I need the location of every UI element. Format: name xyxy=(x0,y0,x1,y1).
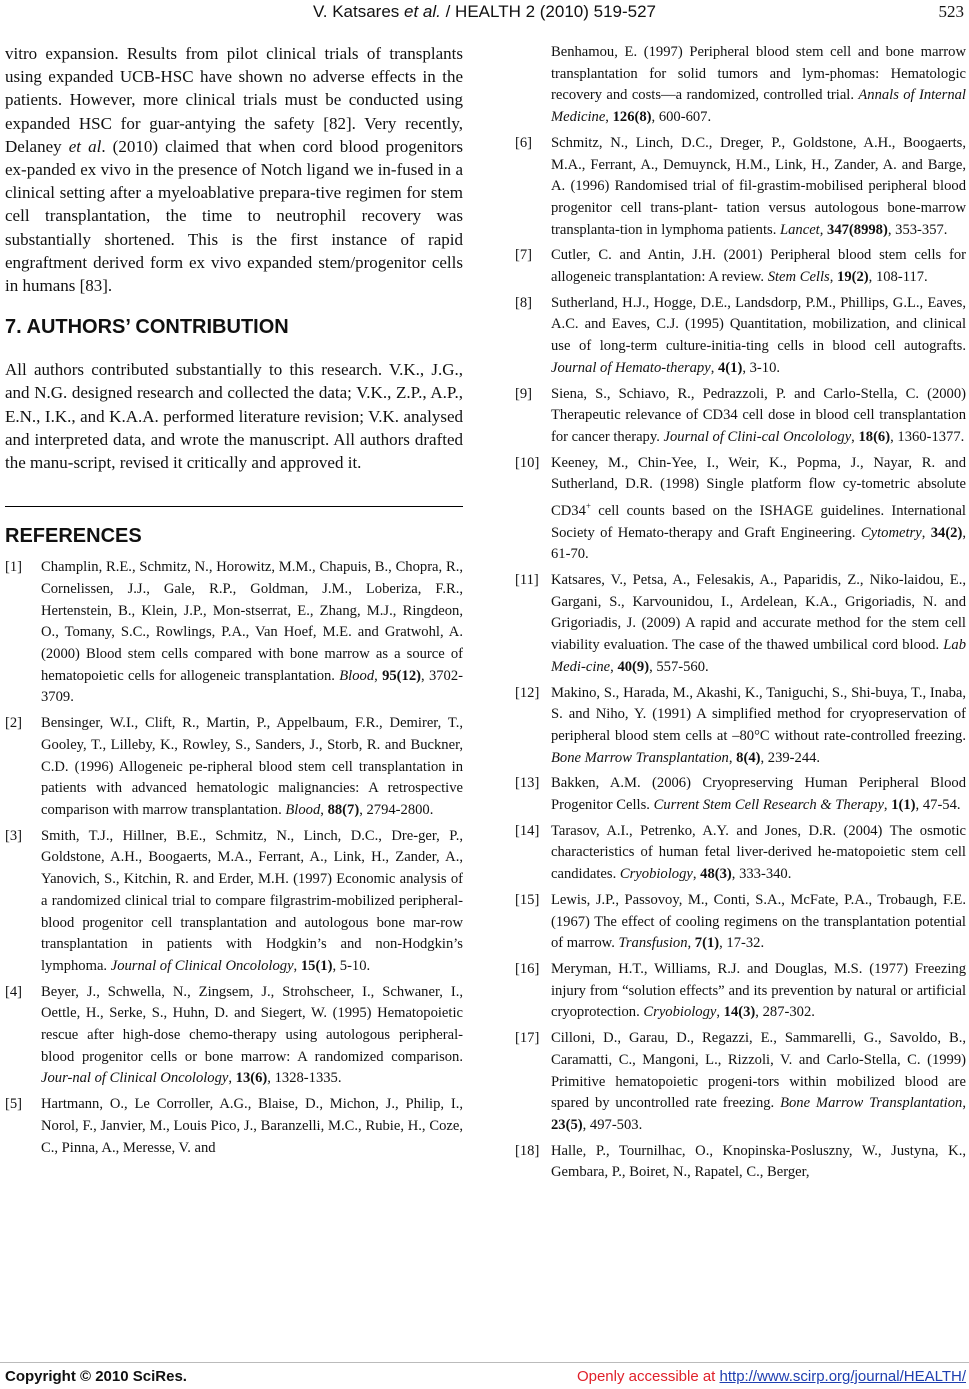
reference-item xyxy=(5,982,463,1091)
volume-issue: 40(9) xyxy=(617,658,650,675)
right-column xyxy=(515,42,966,1188)
journal-name: Cytometry xyxy=(860,524,922,541)
text-run: Cutler, C. and Antin, J.H. (2001) Peripheral blood stem cells for allogeneic transplantation: A review. xyxy=(551,247,966,286)
text-run: , 17-32. xyxy=(719,935,765,952)
text-run: Hartmann, O., Le Corroller, A.G., Blaise, D., Michon, J., Philip, I., Norol, F., Janvier, M., Louis Pico, J., Baranzelli, M.C., Rubie, H., Coze, C., Pinna, A., Meresse, V. and xyxy=(41,1096,463,1156)
text-run: , 600-607. xyxy=(651,109,712,126)
reference-text xyxy=(551,245,966,288)
journal-name: Blood xyxy=(285,801,321,818)
reference-text xyxy=(551,1028,966,1137)
journal-name: Bone Marrow Transplantation xyxy=(551,749,729,766)
text-run: , xyxy=(728,749,737,766)
text-run: , xyxy=(320,801,328,818)
text-run: Meryman, H.T., Williams, R.J. and Douglas, M.S. (1977) Freezing injury from “solution effects” and its prevention by natural or artificial cryoprotection. xyxy=(551,960,966,1021)
volume-issue: 1(1) xyxy=(891,797,916,814)
journal-name: Transfusion xyxy=(618,935,688,952)
copyright: Copyright © 2010 SciRes. xyxy=(5,1368,187,1385)
volume-issue: 19(2) xyxy=(837,269,869,286)
journal-name: Annals of Internal Medicine xyxy=(551,87,966,126)
text-run: , 3-10. xyxy=(742,359,781,376)
reference-number: [9] xyxy=(515,385,533,402)
volume-issue: 7(1) xyxy=(694,935,720,952)
text-run: , xyxy=(851,428,859,445)
reference-item xyxy=(515,890,966,955)
text-run: , xyxy=(692,866,701,883)
text-run: , 5-10. xyxy=(332,957,371,974)
reference-number: [6] xyxy=(515,134,533,151)
references-list-right xyxy=(515,42,966,1184)
text-run: , 239-244. xyxy=(760,749,821,766)
reference-number: [7] xyxy=(515,247,533,264)
references-heading: REFERENCES xyxy=(5,525,142,548)
text-run: cell counts based on the ISHAGE guidelines. International Society of Hemato-therapy and Graft Engineering. xyxy=(551,502,966,541)
text-run: vitro expansion. Results from pilot clinical trials of transplants using expanded UCB-HSC have shown no adverse effects in the patients. However, more clinical trials must be conducted using expanded HSC for guar-antying the safety [82]. Very recently, Delaney xyxy=(5,44,463,156)
text-run: Bakken, A.M. (2006) Cryopreserving Human Peripheral Blood Progenitor Cells. xyxy=(551,775,966,814)
reference-text xyxy=(41,982,463,1091)
reference-number: [8] xyxy=(515,294,533,311)
journal-name: Current Stem Cell Research & Therapy xyxy=(653,797,884,814)
reference-item xyxy=(515,773,966,816)
volume-issue: 15(1) xyxy=(300,957,333,974)
journal-link[interactable]: http://www.scirp.org/journal/HEALTH/ xyxy=(719,1368,966,1385)
reference-number: [12] xyxy=(515,684,540,701)
reference-text xyxy=(551,821,966,886)
open-access-label: Openly accessible at xyxy=(576,1368,720,1385)
journal-name: Stem Cells xyxy=(767,269,830,286)
reference-number: [2] xyxy=(5,715,23,732)
text-run: Cilloni, D., Garau, D., Regazzi, E., Sammarelli, G., Savoldo, B., Caramatti, C., Mangoni, L., Rizzoli, V. and Carlo-Stella, C. (1999) Primitive hematopoietic progeni-tors within mobilized blood are spared by uncontrolled rate freezing. xyxy=(551,1030,966,1112)
volume-issue: 13(6) xyxy=(235,1070,268,1087)
reference-number: [16] xyxy=(515,960,540,977)
reference-text xyxy=(551,293,966,380)
reference-item xyxy=(515,1141,966,1184)
volume-issue: 88(7) xyxy=(327,801,360,818)
reference-number: [13] xyxy=(515,775,540,792)
reference-number: [3] xyxy=(5,827,23,844)
text-run: Sutherland, H.J., Hogge, D.E., Landsdorp, P.M., Phillips, G.L., Eaves, A.C. and Eaves, C.J. (1995) Quantitation, mobilization, and clinical use of long-term culture-initia-ting cells in blood cell autografts. xyxy=(551,294,966,355)
text-run: , xyxy=(687,935,695,952)
reference-number: [15] xyxy=(515,891,540,908)
reference-number: [14] xyxy=(515,822,540,839)
text-run: , 497-503. xyxy=(582,1116,643,1133)
reference-number xyxy=(515,42,551,129)
text-run: , 287-302. xyxy=(755,1004,815,1021)
reference-text xyxy=(41,713,463,822)
text-run: , xyxy=(374,667,383,684)
reference-item xyxy=(5,557,463,709)
text-run: Smith, T.J., Hillner, B.E., Schmitz, N., Linch, D.C., Dre-ger, P., Goldstone, A.H., Boogaerts, M.A., Ferrant, A., Link, H., Zander, A., Yanovich, S., Kitchin, R. and Erder, M.H. (1997) Economic analysis of a randomized clinical trial to compare filgrastrim-mobilized peripheral-blood progenitor cell transplantation and autologous bone mar-row transplantation in patients with Hodgkin’s and non-Hodgkin’s lymphoma. xyxy=(41,827,463,974)
journal-name: Cryobiology xyxy=(643,1004,717,1021)
journal-name: Jour-nal of Clinical Oncolology xyxy=(41,1070,229,1087)
text-run: , 333-340. xyxy=(731,866,792,883)
reference-number: [5] xyxy=(5,1096,23,1113)
reference-text xyxy=(551,133,966,242)
reference-text xyxy=(551,890,966,955)
text-run: Lewis, J.P., Passovoy, M., Conti, S.A., McFate, P.A., Trobaugh, F.E. (1967) The effect of cooling regimens on the transplantation potential of marrow. xyxy=(551,891,966,952)
reference-number: [18] xyxy=(515,1142,540,1159)
text-run: + xyxy=(585,501,591,512)
volume-issue: 23(5) xyxy=(551,1116,583,1133)
text-run: , xyxy=(716,1004,724,1021)
text-run: . (2010) claimed that when cord blood progenitors ex-panded ex vivo in the presence of Notch ligand we in-fused in a clinical setting after a myeloablative prepara-tive regimen for stem cell transplantation, the time to neutrophil recovery was substantially shortened. This is the first instance of rapid engraftment derived form ex vivo expanded stem/progenitor cells in humans [83]. xyxy=(5,136,463,296)
reference-number: [1] xyxy=(5,559,23,576)
reference-item xyxy=(515,1028,966,1137)
running-title xyxy=(0,2,969,22)
text-run: , xyxy=(883,797,892,814)
text-run: , 1360-1377. xyxy=(890,428,965,445)
reference-item xyxy=(515,293,966,380)
reference-text xyxy=(551,42,966,129)
text-run: Schmitz, N., Linch, D.C., Dreger, P., Goldstone, A.H., Boogaerts, M.A., Ferrant, A., Demuynck, H.M., Link, H., Zander, A. and Barge, A. (1996) Randomised trial of fil-grastim-mobilised peripheral blood progenitor cell trans-plant- tation versus autologous bone-marrow transplanta-tion in lymphoma patients. xyxy=(551,134,966,238)
contribution-heading: 7. AUTHORS’ CONTRIBUTION xyxy=(5,316,289,339)
text-run: , xyxy=(610,658,618,675)
text-run: Benhamou, E. (1997) Peripheral blood stem cell and bone marrow transplantation for solid tumors and lym-phomas: Hematologic recovery and costs—a randomized, controlled trial. xyxy=(551,44,966,104)
contribution-text: All authors contributed substantially to this research. V.K., J.G., and N.G. designed research and collected the data; V.K., Z.P., A.P., E.N., I.K., and K.A.A. performed literature revision; V.K. analysed and interpreted data, and wrote the manuscript. All authors drafted the manu-script, revised it critically and approved it. xyxy=(5,360,463,473)
volume-issue: 18(6) xyxy=(858,428,891,445)
text-run: , xyxy=(829,269,838,286)
volume-issue: 347(8998) xyxy=(827,221,888,238)
intro-paragraph xyxy=(5,42,463,297)
volume-issue: 14(3) xyxy=(723,1004,756,1021)
reference-item xyxy=(515,959,966,1024)
text-run: , 353-357. xyxy=(887,221,948,238)
journal-name: Lab Medi-cine xyxy=(551,637,966,675)
journal-name: Blood xyxy=(339,667,375,684)
text-run: Halle, P., Tournilhac, O., Knopinska-Posluszny, W., Justyna, K., Gembara, P., Boiret, N., Rapatel, C., Berger, xyxy=(551,1142,966,1181)
reference-text xyxy=(551,384,966,449)
text-run: Bensinger, W.I., Clift, R., Martin, P., Appelbaum, F.R., Demirer, T., Gooley, T., Lilleby, K., Rowley, S., Sanders, J., Storb, R. and Buckner, C.D. (1996) Allogeneic pe-ripheral blood stem cell transplantation in patients with advanced hematologic malignancies: A retrospective comparison with marrow transplantation. xyxy=(41,715,463,818)
reference-text xyxy=(551,959,966,1024)
reference-item xyxy=(515,133,966,242)
journal-name: Journal of Clini-cal Oncolology xyxy=(663,428,852,445)
volume-issue: 95(12) xyxy=(382,667,421,684)
text-run: , 108-117. xyxy=(868,269,928,286)
reference-item xyxy=(515,453,966,566)
journal-name: et al xyxy=(68,136,102,156)
header-journal: / HEALTH 2 (2010) 519-527 xyxy=(440,2,657,21)
text-run: , 557-560. xyxy=(649,658,709,675)
volume-issue: 48(3) xyxy=(700,866,732,883)
journal-name: Journal of Hemato-therapy xyxy=(551,359,711,376)
text-run: , 1328-1335. xyxy=(267,1070,342,1087)
text-run: , xyxy=(962,1095,966,1112)
running-header xyxy=(0,0,969,24)
header-etal: et al. xyxy=(404,2,441,21)
text-run: Tarasov, A.I., Petrenko, A.Y. and Jones, D.R. (2004) The osmotic characteristics of human fetal liver-derived he-matopoietic stem cell candidates. xyxy=(551,822,966,883)
text-run: , 3702-3709. xyxy=(41,667,463,706)
text-run: Makino, S., Harada, M., Akashi, K., Taniguchi, S., Shi-buya, T., Inaba, S. and Niho, Y. (1991) A simplified method for cryopreservation of peripheral blood stem cells at –80°C without rate-controlled freezing. xyxy=(551,684,966,744)
reference-number: [10] xyxy=(515,454,540,471)
text-run: Beyer, J., Schwella, N., Zingsem, J., Strohscheer, I., Schwaner, I., Oettle, H., Serke, S., Huhn, D. and Siegert, W. (1995) Hematopoietic rescue after high-dose chemo-therapy using autologous peripheral-blood progenitor cells or bone marrow: A randomized comparison. xyxy=(41,983,463,1065)
journal-name: Lancet, xyxy=(780,221,824,238)
reference-item xyxy=(515,42,966,129)
reference-item xyxy=(5,826,463,978)
volume-issue: 8(4) xyxy=(736,749,761,766)
reference-item xyxy=(515,821,966,886)
volume-issue: 4(1) xyxy=(718,359,743,376)
text-run: Keeney, M., Chin-Yee, I., Weir, K., Popma, J., Nayar, R. and Sutherland, D.R. (1998) Single platform flow cy-tometric absolute CD34 xyxy=(551,454,966,519)
reference-text xyxy=(41,1094,463,1159)
reference-number: [4] xyxy=(5,983,23,1000)
volume-issue: 126(8) xyxy=(612,109,652,126)
volume-issue: 34(2) xyxy=(930,524,963,541)
reference-item xyxy=(515,245,966,288)
reference-text xyxy=(551,1141,966,1184)
reference-number: [17] xyxy=(515,1030,540,1047)
reference-text xyxy=(551,683,966,770)
text-run: , 61-70. xyxy=(551,524,966,563)
reference-text xyxy=(41,826,463,978)
text-run: , xyxy=(921,524,931,541)
text-run: , 47-54. xyxy=(915,797,961,814)
journal-name: Cryobiology xyxy=(619,866,693,883)
open-access-note xyxy=(577,1368,966,1385)
reference-item xyxy=(5,713,463,822)
reference-text xyxy=(551,773,966,816)
text-run: , xyxy=(228,1070,236,1087)
reference-item xyxy=(5,1094,463,1159)
reference-text xyxy=(551,570,966,679)
references-list-left xyxy=(5,557,463,1159)
header-authors: V. Katsares xyxy=(312,2,405,21)
text-run: , xyxy=(605,109,613,126)
reference-item xyxy=(515,384,966,449)
left-column xyxy=(5,42,463,1163)
reference-item xyxy=(515,570,966,679)
text-run: Champlin, R.E., Schmitz, N., Horowitz, M.M., Chapuis, B., Chopra, R., Cornelissen, J.J., Gale, R.P., Goldman, J.M., Loberiza, F.R., Hertenstein, B., Klein, J.P., Mon-stserrat, E., Zhang, M.J., Ringdeon, O., Tomany, S.C., Rowlings, P.A., Van Hoef, M.E. and Gratwohl, A. (2000) Blood stem cells compared with bone marrow as a source of hematopoietic cells for allogeneic transplantation. xyxy=(41,559,463,684)
page-number: 523 xyxy=(938,2,964,21)
reference-item xyxy=(515,683,966,770)
footer-divider xyxy=(0,1362,969,1363)
journal-name: Bone Marrow Transplantation xyxy=(780,1095,963,1112)
section-divider xyxy=(5,506,463,507)
reference-number: [11] xyxy=(515,572,539,589)
text-run: Katsares, V., Petsa, A., Felesakis, A., Paparidis, Z., Niko-laidou, E., Gargani, S., Karvounidou, I., Ardelean, K.A., Grigoriadis, N. and Grigoriadis, J. (2009) A rapid and accurate method for the stem cell viability evaluation. The case of the thawed umbilical cord blood. xyxy=(551,572,966,654)
reference-text xyxy=(41,557,463,709)
text-run: , xyxy=(710,359,718,376)
text-run: Siena, S., Schiavo, R., Pedrazzoli, P. and Carlo-Stella, C. (2000) Therapeutic relevance of CD34 cell dose in blood cell transplantation for cancer therapy. xyxy=(551,385,966,445)
text-run: , 2794-2800. xyxy=(359,801,434,818)
reference-text xyxy=(551,453,966,566)
journal-name: Journal of Clinical Oncolology xyxy=(110,957,294,974)
text-run: , xyxy=(293,957,301,974)
